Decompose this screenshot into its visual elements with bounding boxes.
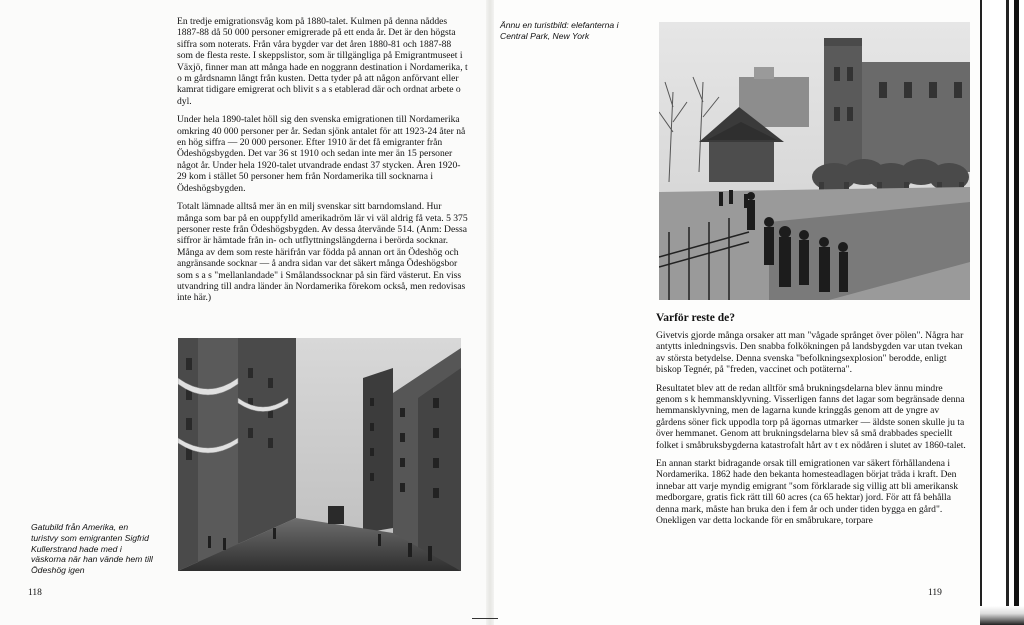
right-paragraph-2: Resultatet blev att de redan alltför små brukningsdelarna blev ännu mindre genom s k hemmansklyvning. Visserligen fanns det lagar som begränsade denna hemmansklyvning, men de lagarna kunde kringgås genom att de yngre av gårdens söner fick uppodla torp på ägornas utmarker — äldste sonen skulle ju ta över hemmanet. Genom att brukningsdelarna blev så små drabbades speciellt folket i småbruksbygderna katastrofalt hårt av t ex nödåren i slutet av 1860-talet. [656,382,966,451]
page-number-right: 119 [928,588,942,598]
left-paragraph-1: En tredje emigrationsvåg kom på 1880-talet. Kulmen på denna nåddes 1887-88 då 50 000 personer emigrerade på ett enda år. Det är den högsta siffra som noterats. Från våra bygder var det åren 1880-81 och 1887-88 som de flesta reste. I skeppslistor, som är tillgängliga på Emigrantmuseet i Växjö, finner man att många hade en noggrann destination i Nordamerika, t o m gårdsnamn långt från kusten. Detta tyder på att någon anförvant eller kamrat tidigare emigrerat och blivit s a s etablerad där och ordnat arbete o dyl. [177,16,468,107]
binding-rule [1006,0,1009,625]
left-body-text [177,16,468,311]
right-body-text [656,330,969,534]
right-paragraph-1: Givetvis gjorde många orsaker att man "vågade språnget över pölen". Några har antytts inledningsvis. Den snabba folkökningen på landsbygden var utan tvekan av största betydelse. Denna svenska "befolkningsexplosion" berodde, enligt biskop Tegnér, på "freden, vaccinet och potäterna". [656,330,964,376]
scan-artifact-line [472,618,498,619]
zoo-photo-caption: Ännu en turistbild: elefanterna i Central Park, New York [500,20,619,41]
street-photo-caption: Gatubild från Amerika, en turistvy som emigranten Sigfrid Kullerstrand hade med i väskorna när han vände hem till Ödeshög igen [31,522,153,576]
binding-rule [1014,0,1019,625]
left-paragraph-2: Under hela 1890-talet höll sig den svenska emigrationen till Nordamerika omkring 40 000 personer per år. Sedan sjönk antalet för att 1923-24 åter nå en hög siffra — 20 000 personer. Efter 1910 är det få emigranter från Ödeshögsbygden. Det var 36 st 1910 och sedan inte mer än 15 personer något år. Under hela 1920-talet utvandrade endast 37 stycken. Åren 1920-29 kom i stället 50 personer hem från Nordamerika till socknarna i Ödeshögsbygden. [177,114,466,194]
central-park-elephants-photo [659,22,970,300]
right-paragraph-3: En annan starkt bidragande orsak till emigrationen var säkert förhållandena i Nordamerika. 1862 hade den bekanta homesteadlagen börjat träda i kraft. Den innebar att varje myndig emigrant "som förklarade sig villig att bli amerikansk medborgare, gratis fick rätt till 60 acres (ca 65 hektar) jord. För att få behålla denna mark, måste han bruka den i fem år och under tiden bygga en gård". Onekligen var detta lockande för en småbrukare, torpare [656,458,959,527]
street-scene-photo [178,338,461,571]
binding-shadow [980,606,1024,625]
book-binding-edge [980,0,1024,625]
page-number-left: 118 [28,588,42,598]
book-gutter [486,0,494,625]
left-paragraph-3: Totalt lämnade alltså mer än en milj svenskar sitt barndomsland. Hur många som bar på en ouppfylld amerikadröm lär vi väl aldrig få veta. 5 375 personer reste från Ödeshögsbygden. Av dessa återvände 514. (Anm: Dessa siffror är hämtade från in- och utflyttningslängderna i berörda socknar. Många av dem som reste härifrån var födda på annan ort än Ödeshög och angränsande socknar — å andra sidan var det säkert många Ödeshögsbor som s a s "mellanlandade" i Smålandssocknar på sin färd västerut. En viss utvandring till andra länder än Nordamerika förekom också, men redovisas inte här.) [177,201,468,304]
binding-rule [980,0,982,625]
section-heading: Varför reste de? [656,312,735,324]
